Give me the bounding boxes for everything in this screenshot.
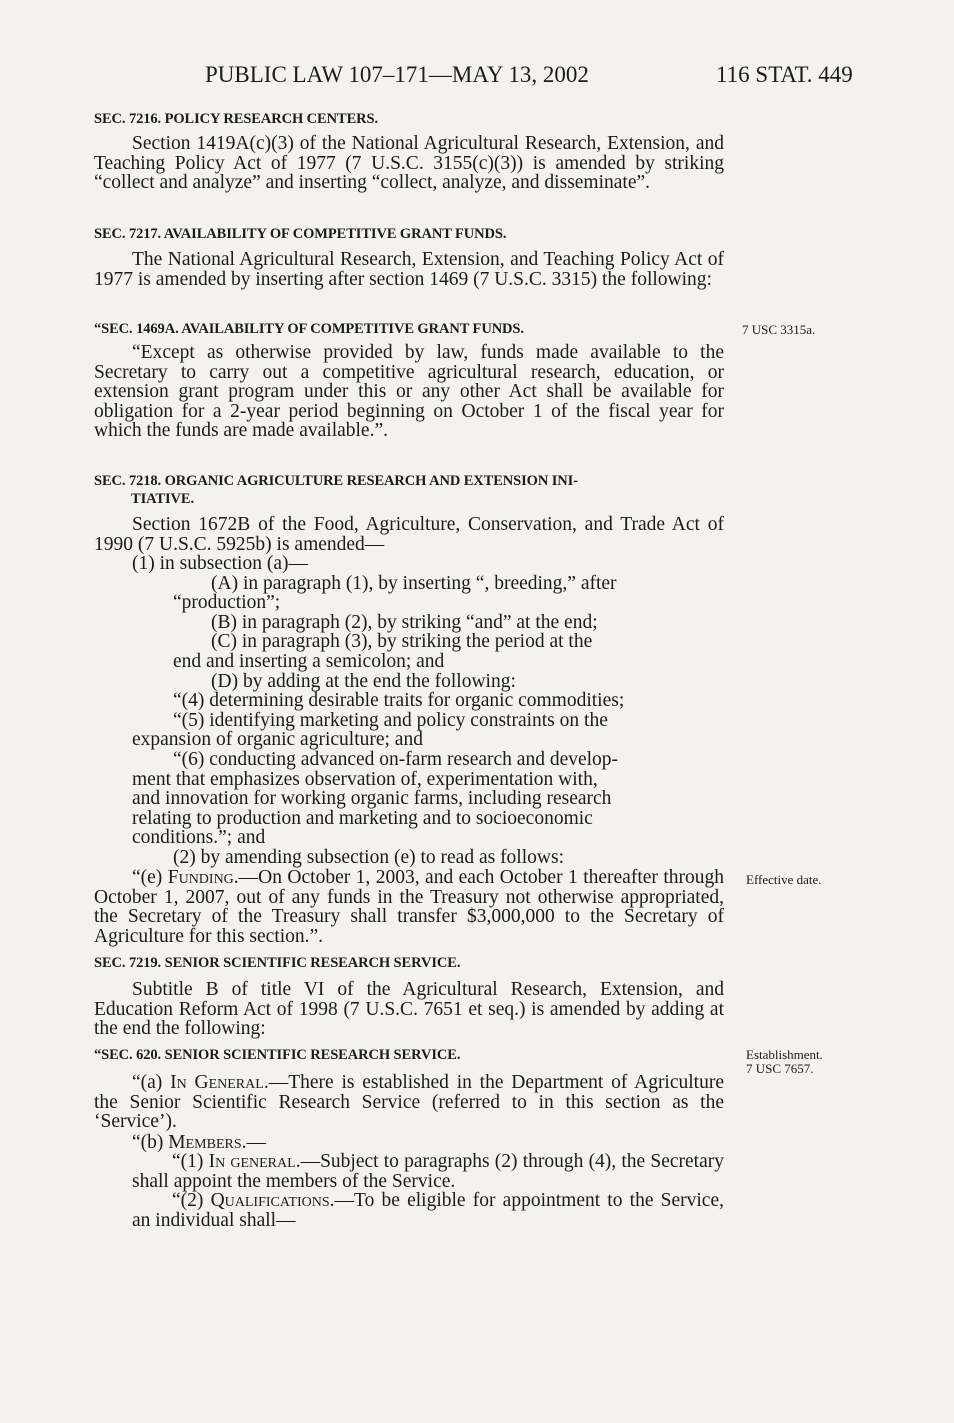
sec-620-a-text: .—There is established in the Department of Agriculture the Senior Scientific Research Service (referred to in this section as the ‘Service’). [94,1072,724,1133]
sec-620-b1 [132,1152,724,1191]
margin-note-establishment-line1: Establishment. [746,1047,823,1062]
item-c-line2: end and inserting a semicolon; and [173,650,445,672]
sec-7218-heading [94,472,724,508]
subsection-e-heading: Funding [167,867,234,888]
sec-7219-intro: Subtitle B of title VI of the Agricultural Research, Extension, and Education Reform Act of 1998 (7 U.S.C. 7651 et seq.) is amended by adding at the end the following: [94,979,724,1040]
quoted-6-line2: ment that emphasizes observation of, experimentation with, [132,768,598,790]
sec-620-b1-prefix: “(1) [172,1151,209,1172]
margin-note-establishment [746,1048,823,1076]
sec-620-b-prefix: “(b) [132,1132,169,1153]
sec-7219-heading: SEC. 7219. SENIOR SCIENTIFIC RESEARCH SERVICE. [94,955,461,971]
sec-7217-heading: SEC. 7217. AVAILABILITY OF COMPETITIVE GRANT FUNDS. [94,226,507,242]
sec-1469a-heading: “SEC. 1469A. AVAILABILITY OF COMPETITIVE GRANT FUNDS. [94,321,524,337]
item-c-line1: (C) in paragraph (3), by striking the period at the [211,631,593,653]
sec-620-b2-text: .—To be eligible for appointment to the Service, an individual shall— [132,1190,724,1231]
sec-7218-heading-line1: SEC. 7218. ORGANIC AGRICULTURE RESEARCH AND EXTENSION INI- [94,473,578,489]
quoted-4: “(4) determining desirable traits for organic commodities; [173,690,625,712]
running-header-page: 116 STAT. 449 [716,62,853,87]
running-header-title: PUBLIC LAW 107–171—MAY 13, 2002 [205,62,589,87]
quoted-6-line5: conditions.”; and [132,827,266,849]
subsection-e-funding [94,868,724,946]
quoted-6-line3: and innovation for working organic farms, including research [132,788,612,810]
subsection-e-prefix: “(e) [132,867,168,888]
sec-7218-intro: Section 1672B of the Food, Agriculture, Conservation, and Trade Act of 1990 (7 U.S.C. 5925b) is amended— [94,514,724,555]
sec-7216-heading: SEC. 7216. POLICY RESEARCH CENTERS. [94,111,379,127]
item-d: (D) by adding at the end the following: [211,670,516,692]
item-a-line2: “production”; [173,592,281,614]
sec-620-b-heading: Members [168,1132,242,1153]
margin-note-establishment-line2: 7 USC 7657. [746,1061,814,1076]
item-2: (2) by amending subsection (e) to read as follows: [173,846,564,868]
quoted-5-line1: “(5) identifying marketing and policy constraints on the [173,709,608,731]
item-1: (1) in subsection (a)— [132,553,308,574]
sec-7218-heading-line2: TIATIVE. [131,491,194,507]
quoted-6-line1: “(6) conducting advanced on-farm research and develop- [173,748,619,770]
sec-620-b2-heading: Qualifications [210,1190,330,1211]
sec-7216-text: Section 1419A(c)(3) of the National Agricultural Research, Extension, and Teaching Policy Act of 1977 (7 U.S.C. 3155(c)(3)) is amended by striking “collect and analyze” and inserting “collect, analyze, and disseminate”. [94,133,724,194]
sec-7217-text: The National Agricultural Research, Extension, and Teaching Policy Act of 1977 is amended by inserting after section 1469 (7 U.S.C. 3315) the following: [94,249,724,290]
sec-620-b-suffix: .— [241,1132,267,1153]
sec-1469a-text: “Except as otherwise provided by law, funds made available to the Secretary to carry out a competitive agricultural research, education, or extension grant program under this or any other Act shall be available for obligation for a 2-year period beginning on October 1 of the fiscal year for which the funds are made available.”. [94,342,724,442]
item-b: (B) in paragraph (2), by striking “and” at the end; [211,611,598,633]
margin-note-effective-date: Effective date. [746,872,822,887]
margin-note-7usc3315a: 7 USC 3315a. [742,322,816,337]
sec-7218-amendments [94,554,724,868]
sec-620-a-prefix: “(a) [132,1072,171,1093]
sec-620-a-heading: In General [170,1072,264,1093]
item-a-line1: (A) in paragraph (1), by inserting “, breeding,” after [211,572,617,594]
sec-620-heading: “SEC. 620. SENIOR SCIENTIFIC RESEARCH SERVICE. [94,1047,461,1063]
quoted-6-line4: relating to production and marketing and to socioeconomic [132,807,593,829]
subsection-e-text: .—On October 1, 2003, and each October 1 thereafter through October 1, 2007, out of any funds in the Treasury not otherwise appropriated, the Secretary of the Treasury shall transfer $3,000,000 to the Secretary of Agriculture for this section.”. [94,867,724,947]
sec-620-b2 [132,1191,724,1230]
sec-620-b1-heading: In general [208,1151,296,1172]
sec-620-b [94,1133,762,1153]
sec-620-a [94,1073,724,1132]
sec-620-b1-text: .—Subject to paragraphs (2) through (4), the Secretary shall appoint the members of the Service. [132,1151,724,1192]
sec-620-b2-prefix: “(2) [172,1190,211,1211]
quoted-5-line2: expansion of organic agriculture; and [132,729,423,751]
